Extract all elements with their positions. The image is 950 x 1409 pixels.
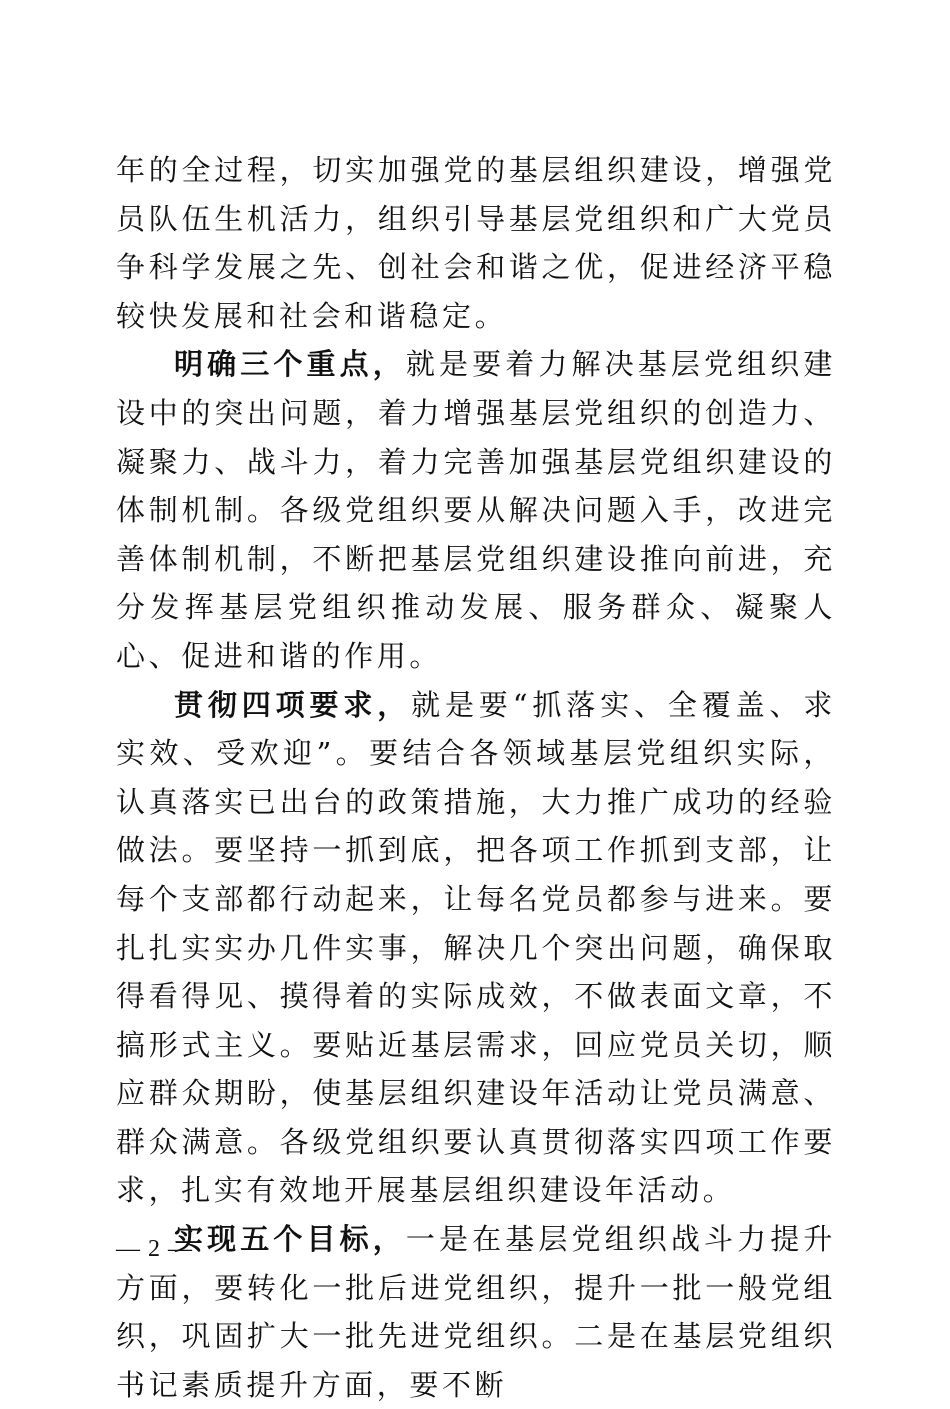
paragraph-lead: 贯彻四项要求， bbox=[174, 687, 412, 722]
paragraph-three-focuses bbox=[116, 340, 836, 680]
paragraph-text: 就是要“抓落实、全覆盖、求实效、受欢迎”。要结合各领域基层党组织实际，认真落实已出台的政策措施，大力推广成功的经验做法。要坚持一抓到底，把各项工作抓到支部，让每个支部都行动起来，让每名党员都参与进来。要扎扎实实办几件实事，解决几个突出问题，确保取得看得见、摸得着的实际成效，不做表面文章，不搞形式主义。要贴近基层需求，回应党员关切，顺应群众期盼，使基层组织建设年活动让党员满意、群众满意。各级党组织要认真贯彻落实四项工作要求，扎实有效地开展基层组织建设年活动。 bbox=[116, 687, 836, 1208]
paragraph-text: 一是在基层党组织战斗力提升方面，要转化一批后进党组织，提升一批一般党组织，巩固扩大一批先进党组织。二是在基层党组织书记素质提升方面，要不断 bbox=[116, 1222, 836, 1402]
paragraph-lead: 实现五个目标， bbox=[174, 1222, 406, 1257]
paragraph-text: 年的全过程，切实加强党的基层组织建设，增强党员队伍生机活力，组织引导基层党组织和广大党员争科学发展之先、创社会和谐之优，促进经济平稳较快发展和社会和谐稳定。 bbox=[116, 153, 836, 333]
paragraph-five-goals bbox=[116, 1215, 836, 1409]
paragraph-four-requirements bbox=[116, 681, 836, 1216]
paragraph-text: 就是要着力解决基层党组织建设中的突出问题，着力增强基层党组织的创造力、凝聚力、战斗力，着力完善加强基层党组织建设的体制机制。各级党组织要从解决问题入手，改进完善体制机制，不断把基层党组织建设推向前进，充分发挥基层党组织推动发展、服务群众、凝聚人心、促进和谐的作用。 bbox=[116, 347, 836, 673]
paragraph-lead: 明确三个重点， bbox=[174, 347, 406, 382]
document-body bbox=[116, 146, 836, 1409]
paragraph-continuation bbox=[116, 146, 836, 340]
page-number: — 2 — bbox=[116, 1236, 193, 1262]
